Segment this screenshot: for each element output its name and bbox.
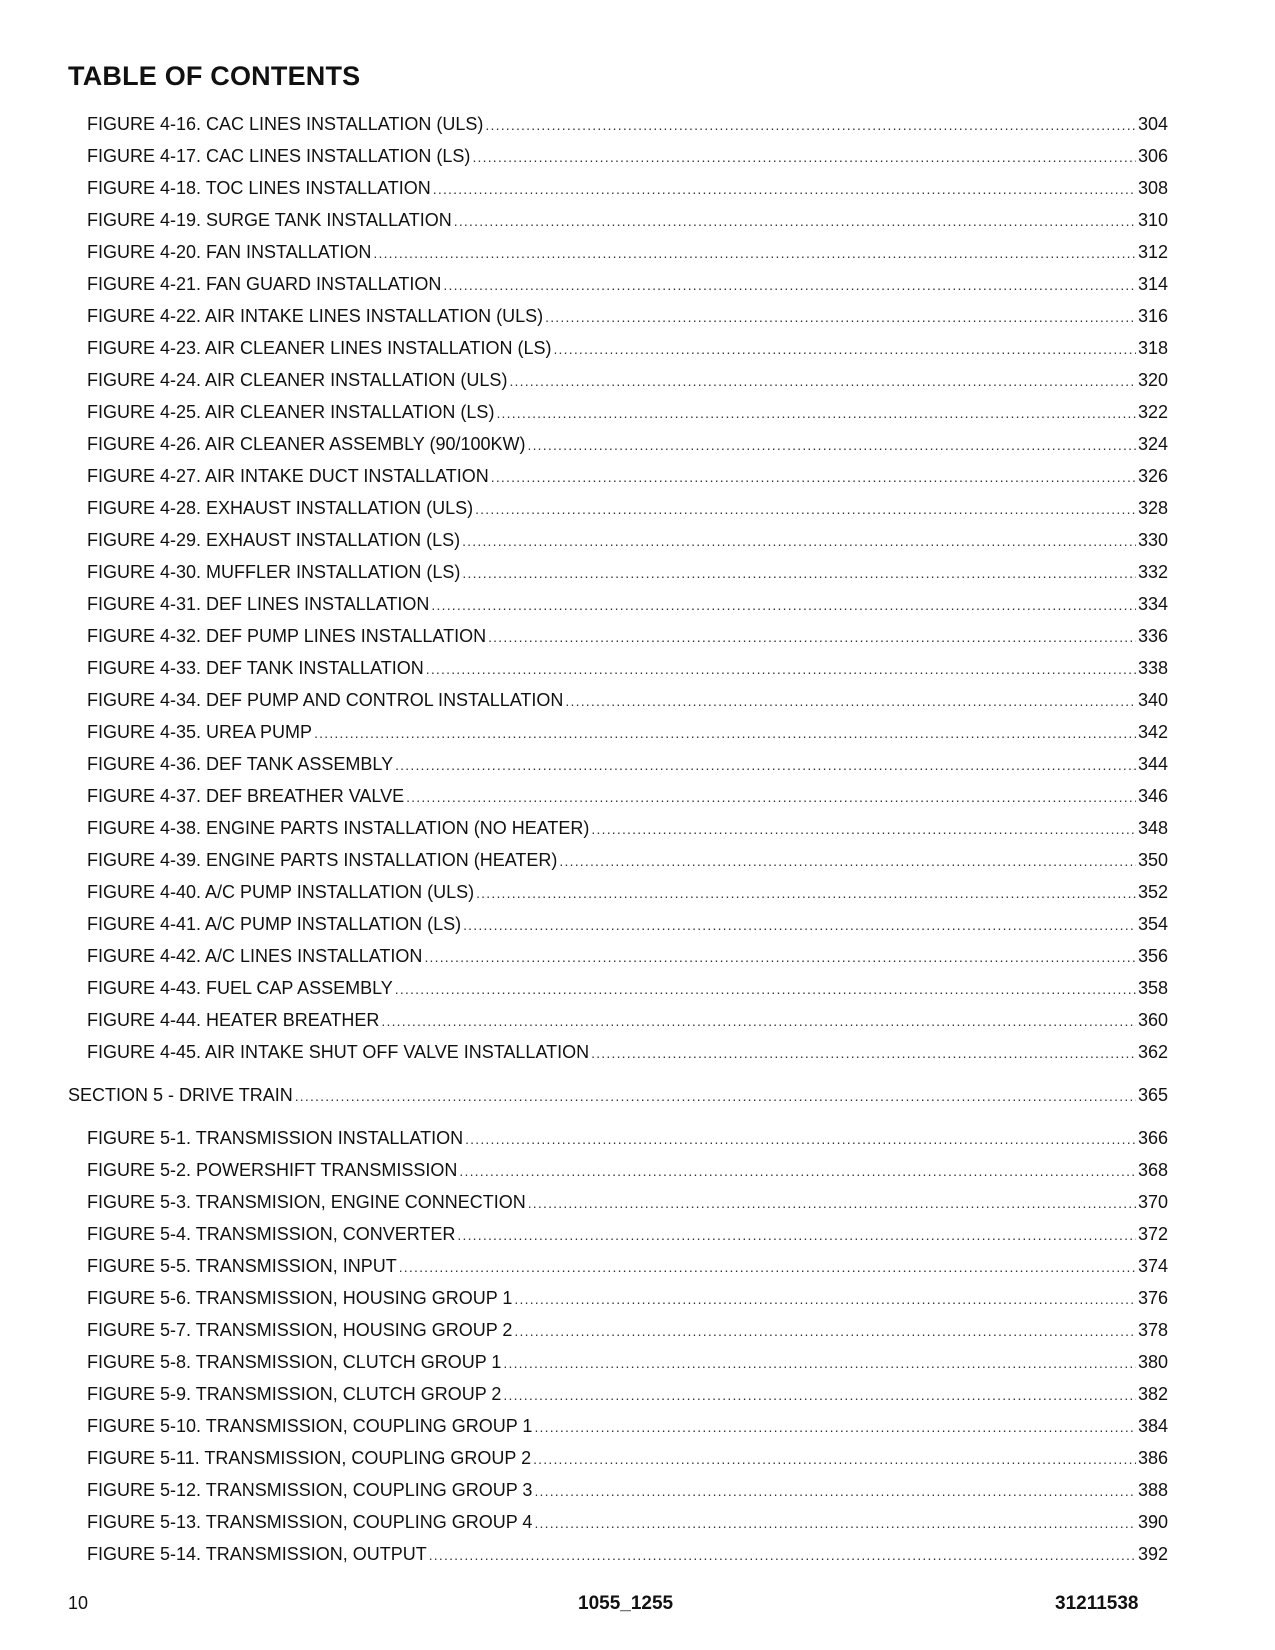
toc-dot-leader <box>465 1123 1136 1155</box>
toc-dot-leader <box>462 557 1136 589</box>
toc-entry-page: 388 <box>1137 1480 1168 1500</box>
toc-entry-page: 312 <box>1137 242 1168 262</box>
toc-dot-leader <box>514 1315 1136 1347</box>
toc-entry-label: FIGURE 4-23. AIR CLEANER LINES INSTALLATION (LS) <box>87 338 552 358</box>
toc-figure-entry[interactable] <box>0 972 1275 1004</box>
toc-figure-entry[interactable] <box>0 300 1275 332</box>
toc-dot-leader <box>373 237 1136 269</box>
toc-figure-entry[interactable] <box>0 460 1275 492</box>
toc-entry-page: 354 <box>1137 914 1168 934</box>
toc-figure-entry[interactable] <box>0 396 1275 428</box>
toc-entry-page: 322 <box>1137 402 1168 422</box>
toc-dot-leader <box>472 141 1136 173</box>
toc-entry-page: 330 <box>1137 530 1168 550</box>
toc-dot-leader <box>459 1155 1136 1187</box>
toc-entry-label: FIGURE 4-24. AIR CLEANER INSTALLATION (ULS) <box>87 370 508 390</box>
toc-entry-label: FIGURE 4-38. ENGINE PARTS INSTALLATION (NO HEATER) <box>87 818 590 838</box>
toc-figure-entry[interactable] <box>0 908 1275 940</box>
toc-dot-leader <box>429 1539 1136 1571</box>
toc-dot-leader <box>545 301 1136 333</box>
toc-figure-entry[interactable] <box>0 140 1275 172</box>
toc-entry-page: 326 <box>1137 466 1168 486</box>
toc-entry-page: 306 <box>1137 146 1168 166</box>
toc-dot-leader <box>424 941 1136 973</box>
toc-entry-label: FIGURE 4-44. HEATER BREATHER <box>87 1010 380 1030</box>
toc-dot-leader <box>443 269 1136 301</box>
toc-entry-label: FIGURE 4-43. FUEL CAP ASSEMBLY <box>87 978 393 998</box>
toc-entry-label: FIGURE 4-25. AIR CLEANER INSTALLATION (LS) <box>87 402 495 422</box>
toc-entry-page: 366 <box>1137 1128 1168 1148</box>
footer-model: 1055_1255 <box>578 1593 674 1614</box>
toc-dot-leader <box>431 589 1136 621</box>
toc-figure-entry[interactable] <box>0 1506 1275 1538</box>
toc-dot-leader <box>534 1507 1136 1539</box>
toc-entry-label: SECTION 5 - DRIVE TRAIN <box>68 1085 293 1105</box>
toc-figure-entry[interactable] <box>0 1410 1275 1442</box>
toc-figure-entry[interactable] <box>0 556 1275 588</box>
toc-entry-label: FIGURE 4-31. DEF LINES INSTALLATION <box>87 594 430 614</box>
toc-entry-page: 362 <box>1137 1042 1168 1062</box>
toc-figure-entry[interactable] <box>0 492 1275 524</box>
toc-entry-page: 372 <box>1137 1224 1168 1244</box>
toc-entry-label: FIGURE 4-33. DEF TANK INSTALLATION <box>87 658 424 678</box>
toc-entry-page: 324 <box>1137 434 1168 454</box>
toc-entry-label: FIGURE 4-18. TOC LINES INSTALLATION <box>87 178 431 198</box>
toc-dot-leader <box>514 1283 1136 1315</box>
toc-figure-entry[interactable] <box>0 172 1275 204</box>
toc-entry-page: 338 <box>1137 658 1168 678</box>
toc-entry-label: FIGURE 5-3. TRANSMISION, ENGINE CONNECTION <box>87 1192 526 1212</box>
toc-figure-entry[interactable] <box>0 620 1275 652</box>
toc-figure-entry[interactable] <box>0 684 1275 716</box>
toc-entry-label: FIGURE 5-10. TRANSMISSION, COUPLING GROUP 1 <box>87 1416 533 1436</box>
toc-entry-page: 348 <box>1137 818 1168 838</box>
toc-dot-leader <box>591 813 1136 845</box>
toc-entry-label: FIGURE 4-32. DEF PUMP LINES INSTALLATION <box>87 626 487 646</box>
toc-entry-page: 370 <box>1137 1192 1168 1212</box>
toc-entry-label: FIGURE 5-14. TRANSMISSION, OUTPUT <box>87 1544 427 1564</box>
toc-entry-label: FIGURE 5-7. TRANSMISSION, HOUSING GROUP 2 <box>87 1320 513 1340</box>
toc-dot-leader <box>395 749 1136 781</box>
toc-entry-label: FIGURE 4-39. ENGINE PARTS INSTALLATION (HEATER) <box>87 850 558 870</box>
toc-entry-page: 318 <box>1137 338 1168 358</box>
toc-dot-leader <box>314 717 1136 749</box>
toc-entry-page: 336 <box>1137 626 1168 646</box>
toc-entry-page: 380 <box>1137 1352 1168 1372</box>
toc-entry-page: 392 <box>1137 1544 1168 1564</box>
toc-dot-leader <box>475 493 1136 525</box>
toc-figure-entry[interactable] <box>0 1186 1275 1218</box>
toc-entry-label: FIGURE 4-26. AIR CLEANER ASSEMBLY (90/100KW) <box>87 434 526 454</box>
toc-entry-label: FIGURE 5-4. TRANSMISSION, CONVERTER <box>87 1224 456 1244</box>
toc-dot-leader <box>406 781 1136 813</box>
toc-figure-entry[interactable] <box>0 1346 1275 1378</box>
toc-entry-label: FIGURE 4-40. A/C PUMP INSTALLATION (ULS) <box>87 882 475 902</box>
toc-dot-leader <box>381 1005 1136 1037</box>
toc-figure-entry[interactable] <box>0 588 1275 620</box>
toc-dot-leader <box>503 1347 1136 1379</box>
toc-figure-entry[interactable] <box>0 1218 1275 1250</box>
footer-doc-number: 31211538 <box>1055 1593 1139 1614</box>
toc-figure-entry[interactable] <box>0 716 1275 748</box>
toc-dot-leader <box>559 845 1136 877</box>
toc-entry-label: FIGURE 4-19. SURGE TANK INSTALLATION <box>87 210 452 230</box>
toc-figure-entry[interactable] <box>0 1474 1275 1506</box>
toc-figure-entry[interactable] <box>0 236 1275 268</box>
toc-entry-page: 304 <box>1137 114 1168 134</box>
toc-figure-entry[interactable] <box>0 1004 1275 1036</box>
toc-dot-leader <box>399 1251 1136 1283</box>
toc-figure-entry[interactable] <box>0 108 1275 140</box>
toc-figure-entry[interactable] <box>0 1250 1275 1282</box>
toc-dot-leader <box>395 973 1136 1005</box>
toc-entry-label: FIGURE 4-27. AIR INTAKE DUCT INSTALLATION <box>87 466 489 486</box>
toc-dot-leader <box>457 1219 1136 1251</box>
toc-entry-label: FIGURE 5-8. TRANSMISSION, CLUTCH GROUP 1 <box>87 1352 502 1372</box>
toc-entry-label: FIGURE 5-12. TRANSMISSION, COUPLING GROUP 3 <box>87 1480 533 1500</box>
toc-dot-leader <box>503 1379 1136 1411</box>
toc-dot-leader <box>426 653 1136 685</box>
toc-entry-label: FIGURE 4-45. AIR INTAKE SHUT OFF VALVE INSTALLATION <box>87 1042 590 1062</box>
toc-figure-entry[interactable] <box>0 940 1275 972</box>
toc-figure-entry[interactable] <box>0 780 1275 812</box>
toc-entry-page: 350 <box>1137 850 1168 870</box>
page-footer <box>0 1593 1275 1623</box>
toc-dot-leader <box>433 173 1136 205</box>
toc-figure-entry[interactable] <box>0 1154 1275 1186</box>
toc-entry-page: 316 <box>1137 306 1168 326</box>
toc-figure-entry[interactable] <box>0 1282 1275 1314</box>
toc-entry-label: FIGURE 5-1. TRANSMISSION INSTALLATION <box>87 1128 464 1148</box>
toc-figure-entry[interactable] <box>0 812 1275 844</box>
toc-figure-entry[interactable] <box>0 204 1275 236</box>
toc-figure-entry[interactable] <box>0 428 1275 460</box>
toc-figure-entry[interactable] <box>0 1036 1275 1068</box>
toc-entry-page: 328 <box>1137 498 1168 518</box>
toc-figure-entry[interactable] <box>0 332 1275 364</box>
toc-entry-page: 365 <box>1137 1085 1168 1105</box>
toc-entry-label: FIGURE 4-21. FAN GUARD INSTALLATION <box>87 274 442 294</box>
toc-entry-page: 352 <box>1137 882 1168 902</box>
toc-list <box>0 108 1275 1570</box>
toc-dot-leader <box>463 909 1136 941</box>
toc-entry-label: FIGURE 4-17. CAC LINES INSTALLATION (LS) <box>87 146 471 166</box>
toc-dot-leader <box>295 1080 1136 1112</box>
toc-figure-entry[interactable] <box>0 1314 1275 1346</box>
toc-entry-page: 358 <box>1137 978 1168 998</box>
toc-entry-page: 334 <box>1137 594 1168 614</box>
toc-figure-entry[interactable] <box>0 1538 1275 1570</box>
toc-dot-leader <box>528 1187 1136 1219</box>
toc-dot-leader <box>533 1443 1136 1475</box>
toc-dot-leader <box>565 685 1136 717</box>
toc-figure-entry[interactable] <box>0 844 1275 876</box>
footer-page-number: 10 <box>68 1593 89 1613</box>
toc-dot-leader <box>476 877 1136 909</box>
toc-dot-leader <box>534 1475 1136 1507</box>
toc-entry-page: 368 <box>1137 1160 1168 1180</box>
toc-entry-label: FIGURE 4-36. DEF TANK ASSEMBLY <box>87 754 394 774</box>
toc-entry-page: 308 <box>1137 178 1168 198</box>
toc-entry-page: 344 <box>1137 754 1168 774</box>
toc-entry-label: FIGURE 4-28. EXHAUST INSTALLATION (ULS) <box>87 498 474 518</box>
toc-entry-label: FIGURE 4-16. CAC LINES INSTALLATION (ULS) <box>87 114 484 134</box>
toc-entry-page: 386 <box>1137 1448 1168 1468</box>
toc-entry-label: FIGURE 4-22. AIR INTAKE LINES INSTALLATION (ULS) <box>87 306 544 326</box>
toc-dot-leader <box>496 397 1136 429</box>
toc-dot-leader <box>509 365 1136 397</box>
toc-entry-label: FIGURE 4-20. FAN INSTALLATION <box>87 242 372 262</box>
toc-dot-leader <box>462 525 1136 557</box>
toc-entry-label: FIGURE 5-13. TRANSMISSION, COUPLING GROUP 4 <box>87 1512 533 1532</box>
toc-entry-label: FIGURE 4-37. DEF BREATHER VALVE <box>87 786 405 806</box>
toc-figure-entry[interactable] <box>0 876 1275 908</box>
toc-entry-label: FIGURE 4-30. MUFFLER INSTALLATION (LS) <box>87 562 461 582</box>
toc-entry-label: FIGURE 4-35. UREA PUMP <box>87 722 313 742</box>
toc-dot-leader <box>534 1411 1136 1443</box>
toc-entry-page: 310 <box>1137 210 1168 230</box>
toc-entry-label: FIGURE 5-6. TRANSMISSION, HOUSING GROUP 1 <box>87 1288 513 1308</box>
toc-entry-page: 378 <box>1137 1320 1168 1340</box>
toc-entry-page: 332 <box>1137 562 1168 582</box>
toc-entry-label: FIGURE 4-41. A/C PUMP INSTALLATION (LS) <box>87 914 462 934</box>
toc-entry-page: 320 <box>1137 370 1168 390</box>
toc-dot-leader <box>528 429 1136 461</box>
toc-entry-label: FIGURE 4-42. A/C LINES INSTALLATION <box>87 946 423 966</box>
toc-figure-entry[interactable] <box>0 268 1275 300</box>
toc-entry-page: 374 <box>1137 1256 1168 1276</box>
toc-entry-label: FIGURE 5-5. TRANSMISSION, INPUT <box>87 1256 397 1276</box>
toc-entry-page: 384 <box>1137 1416 1168 1436</box>
toc-entry-page: 382 <box>1137 1384 1168 1404</box>
toc-figure-entry[interactable] <box>0 748 1275 780</box>
toc-entry-label: FIGURE 4-34. DEF PUMP AND CONTROL INSTALLATION <box>87 690 564 710</box>
toc-entry-label: FIGURE 4-29. EXHAUST INSTALLATION (LS) <box>87 530 461 550</box>
toc-entry-page: 342 <box>1137 722 1168 742</box>
toc-entry-page: 346 <box>1137 786 1168 806</box>
toc-figure-entry[interactable] <box>0 364 1275 396</box>
toc-entry-label: FIGURE 5-2. POWERSHIFT TRANSMISSION <box>87 1160 458 1180</box>
toc-entry-label: FIGURE 5-11. TRANSMISSION, COUPLING GROUP 2 <box>87 1448 532 1468</box>
toc-figure-entry[interactable] <box>0 1442 1275 1474</box>
toc-entry-page: 376 <box>1137 1288 1168 1308</box>
toc-entry-label: FIGURE 5-9. TRANSMISSION, CLUTCH GROUP 2 <box>87 1384 502 1404</box>
toc-figure-entry[interactable] <box>0 1122 1275 1154</box>
toc-entry-page: 340 <box>1137 690 1168 710</box>
toc-figure-entry[interactable] <box>0 524 1275 556</box>
toc-dot-leader <box>488 621 1136 653</box>
toc-dot-leader <box>553 333 1135 365</box>
toc-entry-page: 356 <box>1137 946 1168 966</box>
page-title: TABLE OF CONTENTS <box>68 61 361 91</box>
toc-dot-leader <box>591 1037 1136 1069</box>
toc-dot-leader <box>485 109 1136 141</box>
toc-figure-entry[interactable] <box>0 1378 1275 1410</box>
toc-entry-page: 314 <box>1137 274 1168 294</box>
toc-dot-leader <box>491 461 1136 493</box>
toc-entry-page: 360 <box>1137 1010 1168 1030</box>
toc-dot-leader <box>454 205 1136 237</box>
toc-figure-entry[interactable] <box>0 652 1275 684</box>
toc-section-entry[interactable] <box>0 1079 1275 1111</box>
toc-entry-page: 390 <box>1137 1512 1168 1532</box>
